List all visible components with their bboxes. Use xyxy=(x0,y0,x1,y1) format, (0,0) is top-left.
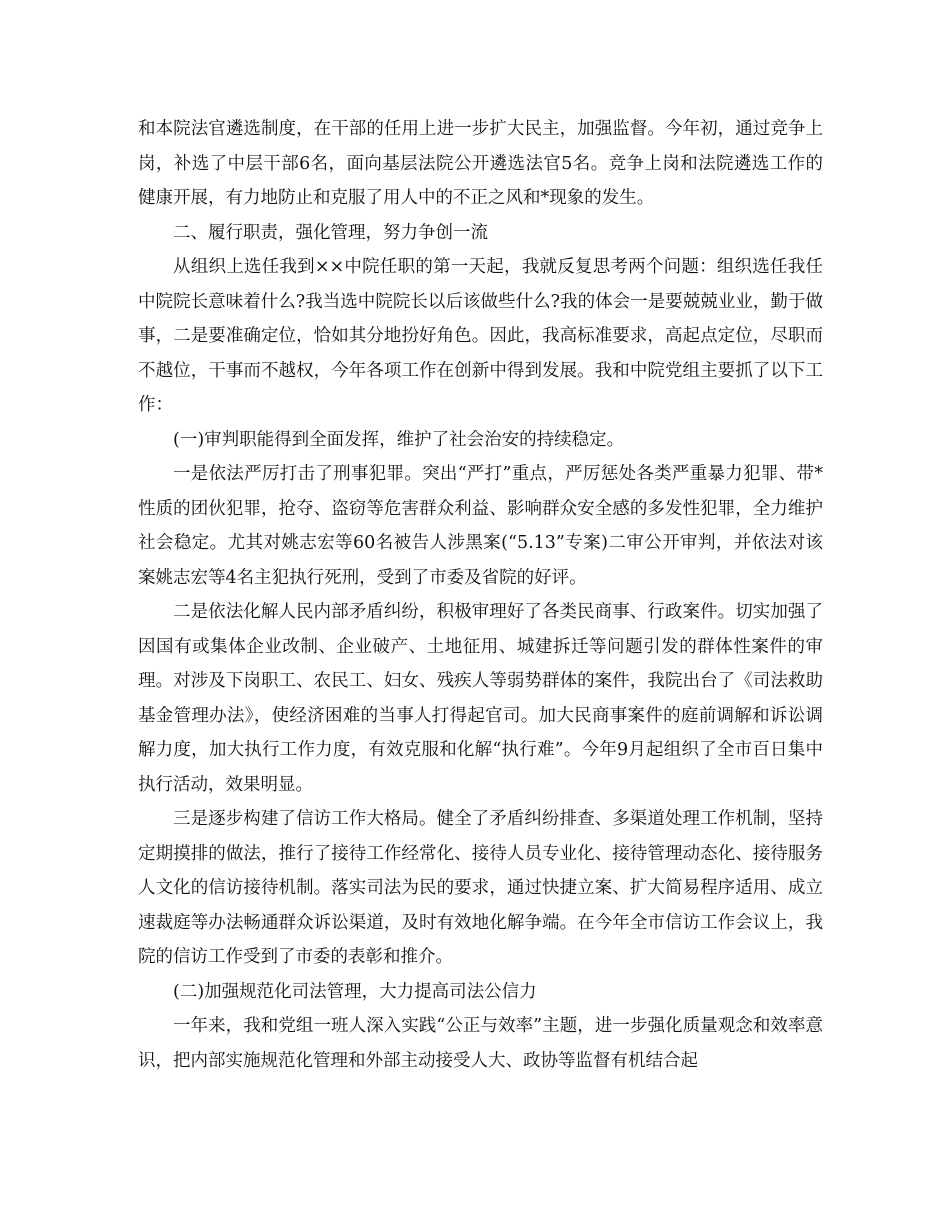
paragraph-6: 二是依法化解人民内部矛盾纠纷，积极审理好了各类民商事、行政案件。切实加强了因国有或集体企业改制、企业破产、土地征用、城建拆迁等问题引发的群体性案件的审理。对涉及下岗职工、农民工、妇女、残疾人等弱势群体的案件，我院出台了《司法救助基金管理办法》，使经济困难的当事人打得起官司。加大民商事案件的庭前调解和诉讼调解力度，加大执行工作力度，有效克服和化解“执行难”。今年9月起组织了全市百日集中执行活动，效果明显。 xyxy=(138,602,823,795)
document-body xyxy=(138,112,823,1078)
paragraph-7: 三是逐步构建了信访工作大格局。健全了矛盾纠纷排查、多渠道处理工作机制，坚持定期摸排的做法，推行了接待工作经常化、接待人员专业化、接待管理动态化、接待服务人文化的信访接待机制。落实司法为民的要求，通过快捷立案、扩大简易程序适用、成立速裁庭等办法畅通群众诉讼渠道，及时有效地化解争端。在今年全市信访工作会议上，我院的信访工作受到了市委的表彰和推介。 xyxy=(138,809,823,967)
paragraph-3: 从组织上选任我到××中院任职的第一天起，我就反复思考两个问题：组织选任我任中院院长意味着什么?我当选中院院长以后该做些什么?我的体会一是要兢兢业业，勤于做事，二是要准确定位，恰如其分地扮好角色。因此，我高标准要求，高起点定位，尽职而不越位，干事而不越权，今年各项工作在创新中得到发展。我和中院党组主要抓了以下工作： xyxy=(138,257,823,415)
paragraph-9: 一年来，我和党组一班人深入实践“公正与效率”主题，进一步强化质量观念和效率意识，把内部实施规范化管理和外部主动接受人大、政协等监督有机结合起 xyxy=(138,1016,823,1071)
section-heading-2: 二、履行职责，强化管理，努力争创一流 xyxy=(173,222,488,243)
subsection-heading-1: (一)审判职能得到全面发挥，维护了社会治安的持续稳定。 xyxy=(173,429,625,450)
subsection-heading-2: (二)加强规范化司法管理，大力提高司法公信力 xyxy=(173,981,537,1002)
paragraph-5: 一是依法严厉打击了刑事犯罪。突出“严打”重点，严厉惩处各类严重暴力犯罪、带*性质的团伙犯罪，抢夺、盗窃等危害群众利益、影响群众安全感的多发性犯罪，全力维护社会稳定。尤其对姚志宏等60名被告人涉黑案(“5.13”专案)二审公开审判，并依法对该案姚志宏等4名主犯执行死刑，受到了市委及省院的好评。 xyxy=(138,464,823,588)
paragraph-1: 和本院法官遴选制度，在干部的任用上进一步扩大民主，加强监督。今年初，通过竞争上岗，补选了中层干部6名，面向基层法院公开遴选法官5名。竞争上岗和法院遴选工作的健康开展，有力地防止和克服了用人中的不正之风和*现象的发生。 xyxy=(138,119,823,208)
